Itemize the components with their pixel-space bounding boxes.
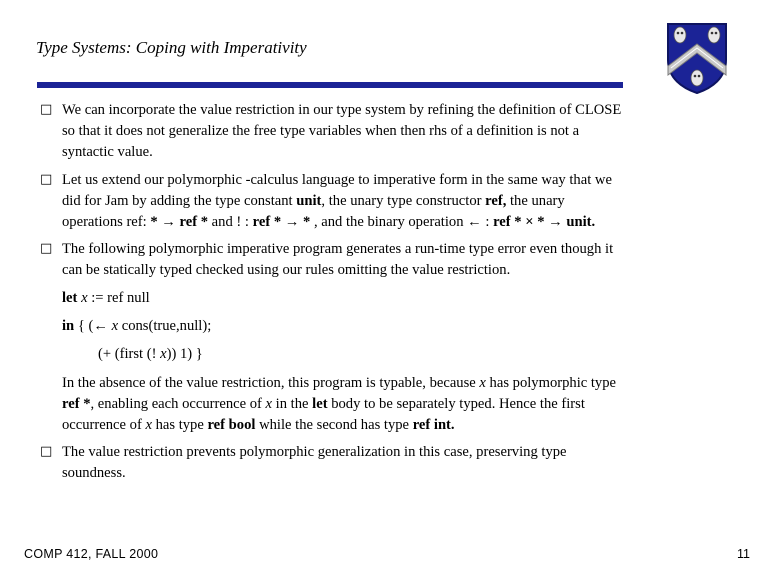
explanation-line-2: [62, 394, 742, 415]
code-line-2: [62, 316, 742, 337]
bullet-2-line-1: Let us extend our polymorphic -calculus language to imperative form in the same way that we: [62, 172, 612, 188]
text-span: (+ (first (!: [98, 346, 161, 362]
variable-x: x: [111, 318, 119, 334]
variable-x: x: [479, 375, 486, 391]
type-ref-int: ref int.: [412, 417, 455, 433]
explanation-line-3: [62, 415, 742, 436]
keyword-let: let: [312, 396, 328, 412]
explanation-line-1: [62, 373, 742, 394]
text-span: while the second has type: [255, 417, 413, 433]
keyword-let: let: [62, 290, 78, 306]
variable-x: x: [145, 417, 152, 433]
bullet-1-line-2: so that it does not generalize the free type variables when then rhs of a definition is not a: [62, 123, 580, 139]
page-number: 11: [737, 547, 750, 561]
text-span: has type: [151, 417, 208, 433]
text-span: { (←: [74, 318, 112, 334]
bullet-icon: □: [40, 444, 53, 459]
variable-x: x: [265, 396, 273, 412]
bullet-icon: □: [40, 172, 53, 187]
title-rule: [37, 82, 623, 88]
type-ref-star: ref *: [62, 396, 91, 412]
type-ref-signature: * → ref *: [150, 214, 209, 230]
text-span: , enabling each occurrence of: [90, 396, 266, 412]
text-span: the unary: [506, 193, 565, 209]
text-span: , the unary type constructor: [321, 193, 486, 209]
bullet-3-line-1: The following polymorphic imperative program generates a run-time type error even though it: [62, 241, 614, 257]
rice-university-shield-icon: [666, 22, 728, 94]
code-line-1: [62, 288, 742, 309]
text-span: operations ref:: [62, 214, 151, 230]
footer-course: COMP 412, FALL 2000: [24, 547, 159, 561]
keyword-ref: ref,: [485, 193, 507, 209]
bullet-3-line-2: can be statically typed checked using our rules omitting the value restriction.: [62, 262, 511, 278]
bullet-icon: □: [40, 102, 53, 117]
keyword-unit: unit: [296, 193, 322, 209]
bullet-1-line-1: We can incorporate the value restriction in our type system by refining the definition of CLOSE: [62, 102, 622, 118]
type-ref-bool: ref bool: [207, 417, 256, 433]
keyword-in: in: [62, 318, 75, 334]
bullet-4-line-1: The value restriction prevents polymorphic generalization in this case, preserving type: [62, 444, 567, 460]
type-deref-signature: ref * → *: [252, 214, 311, 230]
code-line-3: [98, 344, 768, 365]
bullet-4-line-2: soundness.: [62, 465, 126, 481]
bullet-1-line-3: syntactic value.: [62, 144, 153, 160]
text-span: and ! :: [208, 214, 253, 230]
text-span: in the: [272, 396, 313, 412]
bullet-2-line-2: [62, 191, 742, 212]
text-span: did for Jam by adding the type constant: [62, 193, 297, 209]
slide-title: Type Systems: Coping with Imperativity: [36, 38, 307, 57]
bullet-2-line-3: [62, 212, 742, 233]
bullet-icon: □: [40, 241, 53, 256]
text-span: cons(true,null);: [118, 318, 212, 334]
text-span: , and the binary operation ← :: [310, 214, 494, 230]
text-span: has polymorphic type: [485, 375, 616, 391]
type-assign-signature: ref * × * → unit.: [493, 214, 596, 230]
text-span: := ref null: [87, 290, 150, 306]
text-span: occurrence of: [62, 417, 146, 433]
text-span: )) 1) }: [166, 346, 203, 362]
variable-x: x: [160, 346, 167, 362]
text-span: body to be separately typed. Hence the first: [327, 396, 585, 412]
text-span: In the absence of the value restriction, this program is typable, because: [62, 375, 480, 391]
variable-x: x: [81, 290, 88, 306]
